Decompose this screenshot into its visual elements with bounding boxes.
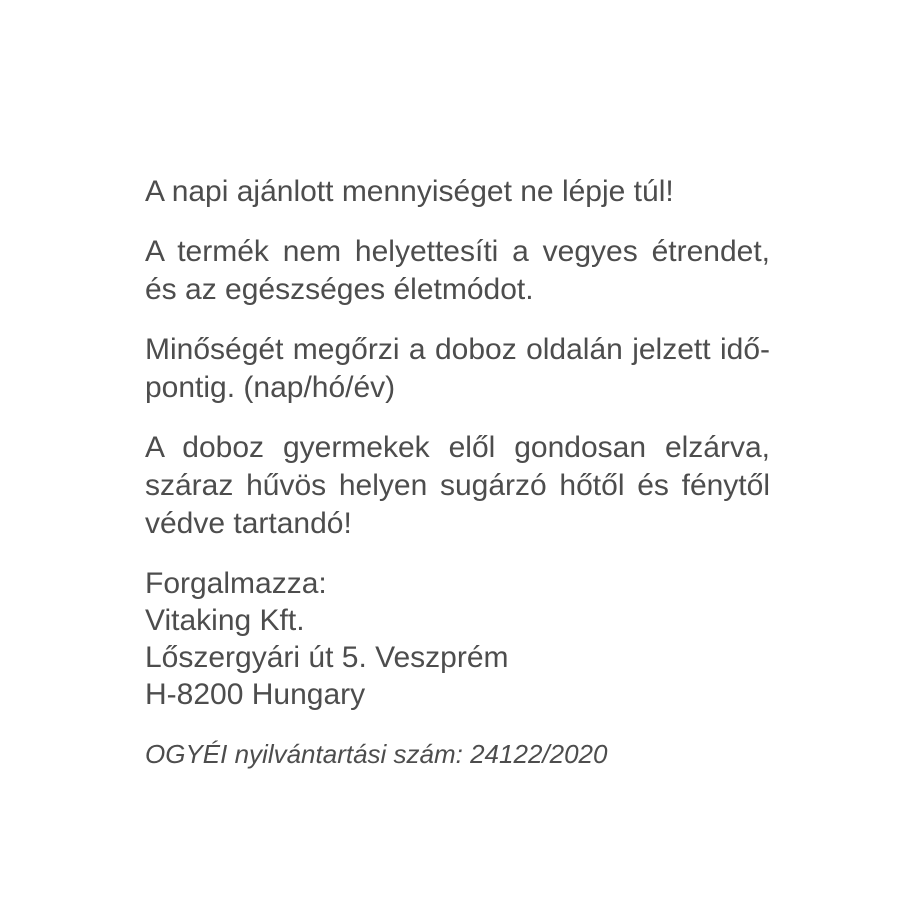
paragraph-shelf-life-note — [145, 331, 770, 407]
text-line: A termék nem helyettesíti a vegyes étrendet, — [145, 235, 770, 268]
registration-number-text: OGYÉI nyilvántartási szám: 24122/2020 — [145, 739, 608, 769]
paragraph-diet-disclaimer — [145, 233, 770, 309]
text-line: pontig. (nap/hó/év) — [145, 371, 396, 404]
distributor-street: Lőszergyári út 5. Veszprém — [145, 641, 509, 674]
distributor-company: Vitaking Kft. — [145, 604, 305, 637]
label-text-block — [145, 173, 770, 773]
paragraph-registration-number — [145, 735, 770, 773]
distributor-country: H-8200 Hungary — [145, 678, 366, 711]
paragraph-storage-warning — [145, 429, 770, 543]
text-line: Minőségét megőrzi a doboz oldalán jelzett idő- — [145, 333, 770, 366]
text-line: száraz hűvös helyen sugárzó hőtől és fénytől — [145, 469, 770, 502]
distributor-label: Forgalmazza: — [145, 567, 327, 600]
text-line: A napi ajánlott mennyiséget ne lépje túl! — [145, 175, 674, 208]
paragraph-daily-limit-warning — [145, 173, 770, 211]
text-line: védve tartandó! — [145, 507, 352, 540]
paragraph-distributor-address — [145, 565, 770, 713]
text-line: A doboz gyermekek elől gondosan elzárva, — [145, 431, 770, 464]
text-line: és az egészséges életmódot. — [145, 273, 534, 306]
